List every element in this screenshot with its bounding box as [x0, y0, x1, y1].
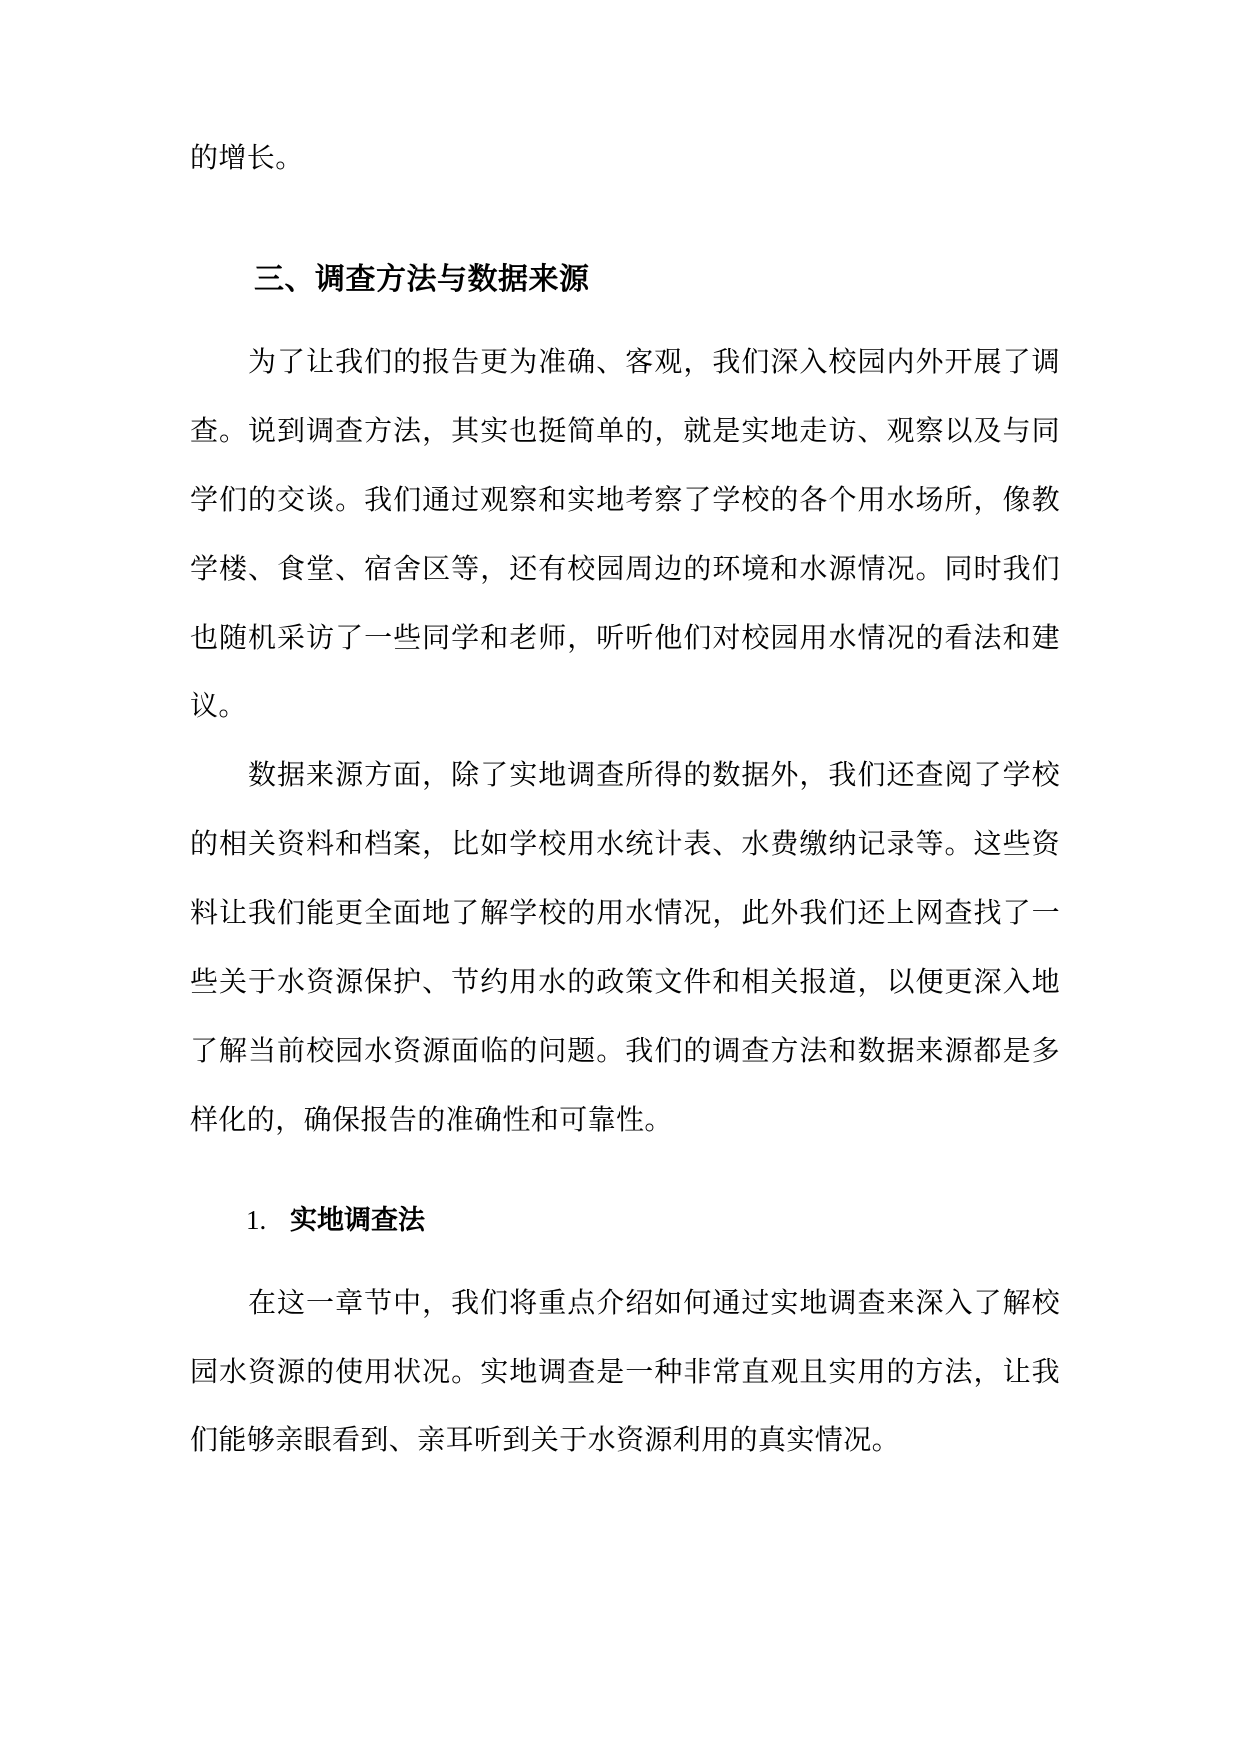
subsection-number: 1. — [246, 1205, 267, 1235]
paragraph-line: 的相关资料和档案，比如学校用水统计表、水费缴纳记录等。这些资 — [190, 827, 1060, 860]
paragraph-line: 学们的交谈。我们通过观察和实地考察了学校的各个用水场所，像教 — [190, 483, 1060, 516]
paragraph-line: 料让我们能更全面地了解学校的用水情况，此外我们还上网查找了一 — [190, 896, 1060, 929]
paragraph-line: 查。说到调查方法，其实也挺简单的，就是实地走访、观察以及与同 — [190, 414, 1060, 447]
paragraph-line: 议。 — [190, 689, 247, 722]
paragraph-line: 了解当前校园水资源面临的问题。我们的调查方法和数据来源都是多 — [190, 1034, 1060, 1067]
subsection-title: 实地调查法 — [290, 1205, 425, 1236]
paragraph-line: 园水资源的使用状况。实地调查是一种非常直观且实用的方法，让我 — [190, 1355, 1060, 1388]
subsection-heading — [246, 1200, 425, 1241]
paragraph-line: 样化的，确保报告的准确性和可靠性。 — [190, 1103, 673, 1136]
paragraph-line: 数据来源方面，除了实地调查所得的数据外，我们还查阅了学校 — [248, 758, 1060, 791]
section-heading: 三、调查方法与数据来源 — [254, 262, 590, 297]
paragraph-line: 也随机采访了一些同学和老师，听听他们对校园用水情况的看法和建 — [190, 621, 1060, 654]
paragraph-line: 些关于水资源保护、节约用水的政策文件和相关报道，以便更深入地 — [190, 965, 1060, 998]
previous-paragraph-tail: 的增长。 — [190, 141, 304, 174]
paragraph-line: 学楼、食堂、宿舍区等，还有校园周边的环境和水源情况。同时我们 — [190, 552, 1060, 585]
paragraph-line: 们能够亲眼看到、亲耳听到关于水资源利用的真实情况。 — [190, 1423, 901, 1456]
paragraph-line: 在这一章节中，我们将重点介绍如何通过实地调查来深入了解校 — [248, 1286, 1060, 1319]
paragraph-line: 为了让我们的报告更为准确、客观，我们深入校园内外开展了调 — [248, 345, 1060, 378]
